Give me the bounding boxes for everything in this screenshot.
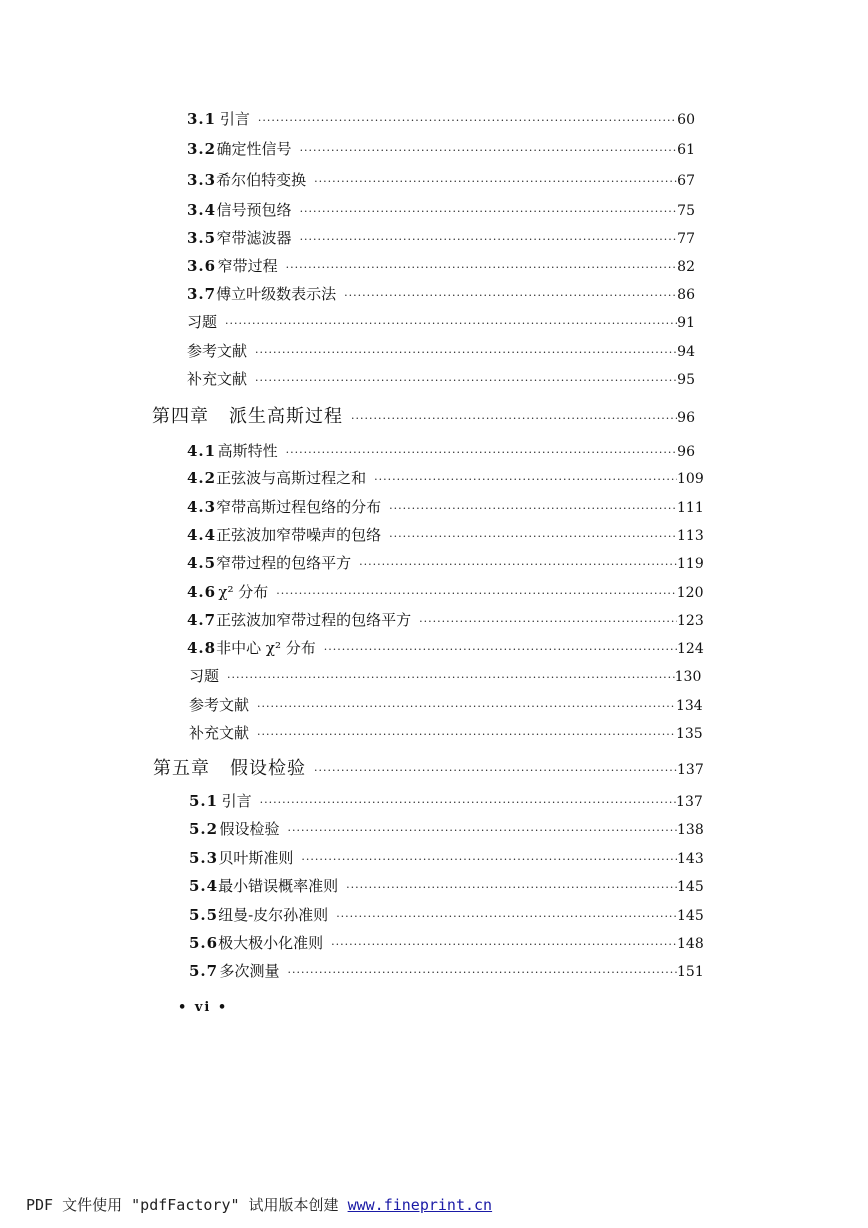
- section-title: 正弦波加窄带过程的包络平方: [216, 611, 412, 629]
- toc-entry: [187, 552, 704, 573]
- section-title: 引言: [221, 792, 252, 810]
- toc-entry: [189, 904, 704, 925]
- section-title: 确定性信号: [216, 140, 292, 158]
- section-title: 正弦波加窄带噪声的包络: [216, 526, 382, 544]
- section-title: 窄带高斯过程包络的分布: [216, 498, 382, 516]
- page-number: 151: [677, 964, 704, 980]
- toc-entry: [187, 581, 704, 602]
- section-number: 5.5: [189, 906, 219, 924]
- section-title: 补充文献: [189, 724, 250, 742]
- section-number: 4.1: [187, 442, 217, 460]
- dot-leader: [223, 317, 677, 330]
- toc-entry: [189, 960, 704, 981]
- section-title: 参考文献: [189, 696, 250, 714]
- chapter-label: 第五章: [153, 758, 210, 779]
- section-number: 4.3: [187, 498, 217, 516]
- page-number: 145: [677, 879, 704, 895]
- dot-leader: [372, 473, 677, 486]
- toc-entry: [189, 875, 704, 896]
- section-number: 4.6: [187, 583, 217, 601]
- section-number: 4.8: [187, 639, 217, 657]
- page-number: 148: [677, 936, 704, 952]
- toc-entry: [189, 790, 703, 811]
- footer-text: PDF 文件使用 "pdfFactory" 试用版本创建: [26, 1196, 339, 1214]
- section-number: 3.2: [187, 140, 217, 158]
- toc-entry: [189, 665, 702, 686]
- page-number: 145: [677, 908, 704, 924]
- dot-leader: [334, 910, 677, 923]
- dot-leader: [298, 233, 677, 246]
- page-number: 124: [677, 641, 704, 657]
- section-number: 4.2: [187, 469, 217, 487]
- toc-entry: [187, 311, 695, 332]
- section-title: 正弦波与高斯过程之和: [216, 469, 367, 487]
- dot-leader: [286, 966, 677, 979]
- page-number: 109: [677, 471, 704, 487]
- dot-leader: [322, 643, 677, 656]
- toc-entry: [187, 340, 695, 361]
- section-title: χ² 分布: [218, 583, 269, 601]
- page-number: 96: [677, 444, 695, 460]
- dot-leader: [255, 700, 676, 713]
- toc-entry: [187, 368, 695, 389]
- page-number: 123: [677, 613, 704, 629]
- section-number: 3.7: [187, 285, 217, 303]
- section-title: 窄带过程: [217, 257, 278, 275]
- page-number: 96: [677, 410, 695, 426]
- toc-entry: [187, 609, 704, 630]
- dot-leader: [298, 205, 677, 218]
- page-number: 95: [677, 372, 695, 388]
- dot-leader: [342, 289, 677, 302]
- toc-entry: [187, 255, 695, 276]
- section-title: 窄带滤波器: [216, 229, 292, 247]
- page-number: 120: [676, 585, 704, 601]
- page-number: 60: [677, 112, 695, 128]
- dot-leader: [312, 175, 677, 188]
- section-number: 5.6: [189, 934, 219, 952]
- toc-entry: [189, 847, 704, 868]
- section-title: 窄带过程的包络平方: [216, 554, 352, 572]
- section-number: 5.1: [189, 792, 219, 810]
- toc-entry: [189, 932, 704, 953]
- page-number: 143: [677, 851, 704, 867]
- toc-entry: [187, 138, 695, 159]
- dot-leader: [387, 530, 677, 543]
- chapter-title: 派生高斯过程: [229, 406, 343, 427]
- dot-leader: [256, 114, 677, 127]
- section-title: 贝叶斯准则: [218, 849, 294, 867]
- section-title: 习题: [187, 313, 218, 331]
- section-title: 高斯特性: [217, 442, 278, 460]
- dot-leader: [387, 502, 677, 515]
- toc-entry: [189, 818, 704, 839]
- page-number: 91: [677, 315, 695, 331]
- section-number: 3.4: [187, 201, 217, 219]
- footer-link[interactable]: www.fineprint.cn: [347, 1196, 493, 1214]
- section-title: 最小错误概率准则: [218, 877, 339, 895]
- chapter-title: 假设检验: [230, 758, 306, 779]
- dot-leader: [274, 587, 677, 600]
- dot-leader: [299, 853, 677, 866]
- dot-leader: [312, 764, 677, 777]
- dot-leader: [286, 824, 677, 837]
- dot-leader: [255, 728, 676, 741]
- dot-leader: [349, 412, 677, 425]
- toc-entry: [189, 694, 703, 715]
- dot-leader: [329, 938, 677, 951]
- dot-leader: [253, 346, 677, 359]
- page-number: 135: [675, 726, 703, 742]
- page-number: 111: [677, 500, 704, 516]
- section-number: 3.3: [187, 171, 217, 189]
- page-number: 138: [677, 822, 704, 838]
- toc-entry: [187, 467, 704, 488]
- toc-entry: [187, 496, 704, 517]
- toc-entry: [187, 440, 695, 461]
- section-number: 3.5: [187, 229, 217, 247]
- dot-leader: [298, 144, 677, 157]
- section-title: 多次测量: [219, 962, 280, 980]
- dot-leader: [258, 796, 676, 809]
- section-number: 5.4: [189, 877, 219, 895]
- toc-entry: [187, 199, 695, 220]
- page-number: 82: [677, 259, 695, 275]
- page-number: 113: [677, 528, 704, 544]
- dot-leader: [284, 261, 677, 274]
- page-number: 86: [677, 287, 695, 303]
- toc-entry: [189, 722, 703, 743]
- section-number: 4.5: [187, 554, 217, 572]
- dot-leader: [417, 615, 677, 628]
- toc-entry: [187, 524, 704, 545]
- page-number: 67: [677, 173, 695, 189]
- section-number: 3.6: [187, 257, 217, 275]
- chapter-heading: [153, 754, 704, 780]
- page-number: 137: [677, 762, 704, 778]
- toc-entry: [187, 227, 695, 248]
- section-title: 信号预包络: [216, 201, 292, 219]
- dot-leader: [253, 374, 677, 387]
- section-title: 傅立叶级数表示法: [216, 285, 337, 303]
- chapter-heading: [152, 402, 695, 428]
- dot-leader: [284, 446, 677, 459]
- page-number: 130: [674, 669, 702, 685]
- section-title: 非中心 χ² 分布: [216, 639, 316, 657]
- dot-leader: [344, 881, 677, 894]
- page-number: 137: [676, 794, 703, 810]
- section-number: 5.3: [189, 849, 219, 867]
- page-number: 75: [677, 203, 695, 219]
- section-title: 补充文献: [187, 370, 248, 388]
- toc-entry: [187, 169, 695, 190]
- section-title: 极大极小化准则: [218, 934, 324, 952]
- dot-leader: [225, 671, 675, 684]
- toc-entry: [187, 283, 695, 304]
- page-number: 134: [675, 698, 703, 714]
- chapter-label: 第四章: [152, 406, 209, 427]
- page-number: 119: [677, 556, 704, 572]
- section-number: 4.7: [187, 611, 217, 629]
- section-title: 引言: [219, 110, 250, 128]
- section-title: 纽曼-皮尔孙准则: [218, 906, 329, 924]
- toc-entry: [187, 108, 695, 129]
- section-title: 参考文献: [187, 342, 248, 360]
- dot-leader: [357, 558, 677, 571]
- section-title: 假设检验: [219, 820, 280, 838]
- section-title: 习题: [189, 667, 220, 685]
- section-title: 希尔伯特变换: [216, 171, 307, 189]
- page-number: 94: [677, 344, 695, 360]
- page-number: 77: [677, 231, 695, 247]
- folio-page-number: • vi •: [178, 1000, 229, 1015]
- section-number: 5.7: [189, 962, 219, 980]
- page-number: 61: [677, 142, 695, 158]
- toc-entry: [187, 637, 704, 658]
- section-number: 5.2: [189, 820, 219, 838]
- pdf-footer: [26, 1194, 492, 1215]
- section-number: 3.1: [187, 110, 217, 128]
- section-number: 4.4: [187, 526, 217, 544]
